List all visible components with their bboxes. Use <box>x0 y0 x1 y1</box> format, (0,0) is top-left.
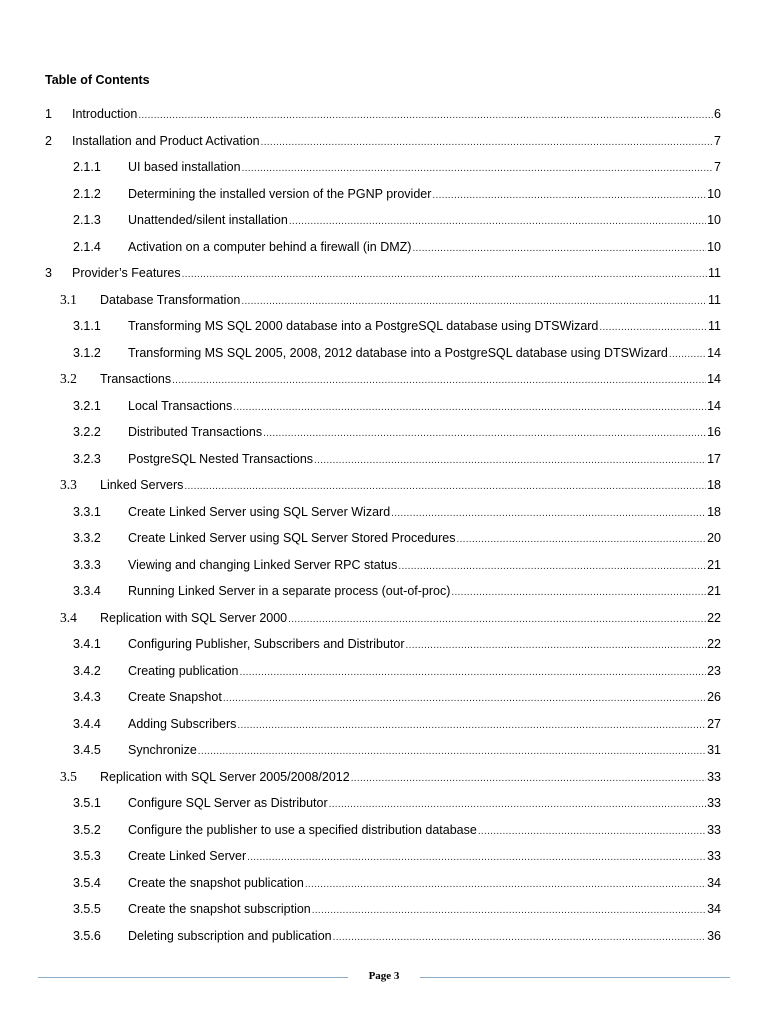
toc-dot-leader <box>263 421 706 448</box>
toc-entry-title[interactable]: Database Transformation <box>100 292 241 307</box>
toc-entry[interactable] <box>0 870 768 897</box>
toc-entry-line <box>128 207 721 236</box>
toc-entry-number: 3.5.2 <box>73 822 101 837</box>
toc-entry-line <box>72 101 721 130</box>
toc-entry-line <box>128 419 721 448</box>
toc-entry[interactable] <box>0 552 768 579</box>
toc-entry-page: 14 <box>707 345 721 360</box>
toc-entry-number: 3.4.3 <box>73 690 101 704</box>
toc-entry-line <box>128 499 721 528</box>
toc-entry-page: 20 <box>707 531 721 545</box>
toc-entry-title[interactable]: Provider’s Features <box>72 266 181 280</box>
toc-entry-line <box>128 578 721 607</box>
toc-dot-leader <box>182 262 707 289</box>
toc-entry-page: 10 <box>707 213 721 227</box>
toc-dot-leader <box>288 607 706 634</box>
toc-entry-page: 33 <box>707 849 721 863</box>
toc-entry-line <box>128 181 721 210</box>
toc-entry-title[interactable]: Transforming MS SQL 2005, 2008, 2012 database into a PostgreSQL database using DTSWizard <box>128 345 668 360</box>
toc-entry-title[interactable]: Unattended/silent installation <box>128 213 288 227</box>
toc-entry[interactable] <box>0 525 768 552</box>
toc-entry-line <box>128 896 721 925</box>
toc-entry-number: 3.2.2 <box>73 425 101 439</box>
toc-entry-line <box>100 605 721 634</box>
toc-entry-title[interactable]: Linked Servers <box>100 478 184 492</box>
toc-entry-page: 6 <box>714 107 721 121</box>
toc-entry-page: 31 <box>707 743 721 757</box>
toc-entry-title[interactable]: Running Linked Server in a separate process (out-of-proc) <box>128 584 451 598</box>
toc-entry-line <box>128 552 721 581</box>
toc-dot-leader <box>406 633 707 660</box>
toc-entry[interactable] <box>0 446 768 473</box>
toc-entry-title[interactable]: Transforming MS SQL 2000 database into a PostgreSQL database using DTSWizard <box>128 319 599 333</box>
toc-entry-title[interactable]: Replication with SQL Server 2000 <box>100 610 288 625</box>
toc-entry[interactable] <box>0 340 768 367</box>
toc-entry-page: 21 <box>707 557 721 572</box>
toc-dot-leader <box>233 395 706 422</box>
toc-entry-line <box>128 711 721 740</box>
toc-entry-number: 3 <box>45 266 52 280</box>
toc-entry-line <box>100 472 721 501</box>
toc-entry-number: 3.1.2 <box>73 345 101 360</box>
toc-entry-number: 2.1.4 <box>73 239 101 254</box>
toc-entry[interactable] <box>0 843 768 870</box>
toc-dot-leader <box>312 898 706 925</box>
toc-entry-line <box>72 128 721 157</box>
toc-dot-leader <box>184 474 706 501</box>
toc-dot-leader <box>412 236 706 263</box>
toc-entry-line <box>100 764 721 793</box>
toc-entry[interactable] <box>0 101 768 128</box>
toc-entry-title[interactable]: Activation on a computer behind a firewall (in DMZ) <box>128 239 412 254</box>
toc-entry-line <box>128 684 721 713</box>
toc-entry-title[interactable]: Distributed Transactions <box>128 425 263 439</box>
toc-entry-page: 22 <box>707 610 721 625</box>
toc-entry-line <box>128 525 721 554</box>
toc-entry[interactable] <box>0 313 768 340</box>
toc-entry-page: 18 <box>707 478 721 492</box>
toc-entry[interactable] <box>0 684 768 711</box>
toc-entry-title[interactable]: UI based installation <box>128 160 241 174</box>
toc-dot-leader <box>333 925 706 952</box>
toc-entry-number: 3.3.1 <box>73 504 101 519</box>
toc-entry[interactable] <box>0 499 768 526</box>
toc-entry-number: 3.5 <box>60 768 77 784</box>
toc-entry[interactable] <box>0 366 768 393</box>
toc-entry[interactable] <box>0 605 768 632</box>
toc-entry[interactable] <box>0 923 768 950</box>
toc-dot-leader <box>305 872 706 899</box>
toc-entry-page: 14 <box>707 372 721 386</box>
toc-entry-line <box>128 923 721 952</box>
toc-dot-leader <box>599 315 707 342</box>
toc-entry-page: 33 <box>707 796 721 810</box>
toc-entry-number: 3.5.4 <box>73 875 101 890</box>
toc-dot-leader <box>241 289 707 316</box>
toc-entry-line <box>128 817 721 846</box>
toc-entry-page: 22 <box>707 637 721 651</box>
toc-entry-title[interactable]: Deleting subscription and publication <box>128 928 332 943</box>
toc-entry[interactable] <box>0 154 768 181</box>
toc-entry-number: 3.4.4 <box>73 716 101 731</box>
toc-entry-title[interactable]: Create Linked Server using SQL Server Wizard <box>128 504 391 519</box>
toc-entry-number: 1 <box>45 107 52 121</box>
toc-dot-leader <box>138 103 713 130</box>
toc-entry-page: 10 <box>707 186 721 201</box>
toc-entry-page: 7 <box>714 160 721 174</box>
toc-entry[interactable] <box>0 737 768 764</box>
toc-entry-title[interactable]: Installation and Product Activation <box>72 133 260 148</box>
toc-dot-leader <box>329 792 706 819</box>
toc-entry-title[interactable]: Introduction <box>72 107 138 121</box>
toc-entry-number: 3.3.3 <box>73 557 101 572</box>
toc-entry-number: 2 <box>45 133 52 148</box>
toc-entry-title[interactable]: Create Linked Server using SQL Server Stored Procedures <box>128 531 456 545</box>
toc-entry-line <box>128 393 721 422</box>
toc-dot-leader <box>456 527 706 554</box>
toc-entry[interactable] <box>0 234 768 261</box>
toc-entry[interactable] <box>0 790 768 817</box>
toc-entry-number: 2.1.1 <box>73 160 101 174</box>
toc-dot-leader <box>223 686 706 713</box>
toc-entry[interactable] <box>0 896 768 923</box>
toc-entry-title[interactable]: Replication with SQL Server 2005/2008/2012 <box>100 769 350 784</box>
toc-entry-line <box>128 154 721 183</box>
toc-entry-number: 3.1 <box>60 291 77 307</box>
toc-entry-number: 3.4.5 <box>73 743 101 757</box>
toc-entry-number: 3.3 <box>60 477 77 492</box>
toc-entry[interactable] <box>0 287 768 314</box>
toc-entry-number: 3.5.5 <box>73 902 101 916</box>
toc-dot-leader <box>351 766 706 793</box>
toc-entry-page: 10 <box>707 239 721 254</box>
toc-entry-number: 3.3.2 <box>73 531 101 545</box>
toc-dot-leader <box>314 448 706 475</box>
toc-entry-page: 26 <box>707 690 721 704</box>
toc-entry[interactable] <box>0 260 768 287</box>
toc-entry-title[interactable]: Create Linked Server <box>128 849 247 863</box>
toc-entry-page: 14 <box>707 398 721 413</box>
toc-dot-leader <box>398 554 706 581</box>
toc-entry-line <box>128 658 721 687</box>
toc-entry-number: 3.2 <box>60 371 77 386</box>
toc-dot-leader <box>242 156 713 183</box>
toc-entry-page: 27 <box>707 716 721 731</box>
toc-entry-page: 17 <box>707 451 721 466</box>
toc-entry[interactable] <box>0 631 768 658</box>
toc-entry-title[interactable]: Configure the publisher to use a specified distribution database <box>128 822 477 837</box>
toc-entry-title[interactable]: Adding Subscribers <box>128 716 237 731</box>
toc-entry-line <box>128 790 721 819</box>
toc-entry-line <box>100 366 721 395</box>
toc-entry-line <box>100 287 721 316</box>
toc-entry-title[interactable]: Create the snapshot publication <box>128 875 304 890</box>
toc-dot-leader <box>198 739 706 766</box>
toc-entry-title[interactable]: Local Transactions <box>128 398 233 413</box>
toc-entry-number: 3.2.1 <box>73 398 101 413</box>
toc-entry-number: 3.1.1 <box>73 319 101 333</box>
toc-entry-number: 3.2.3 <box>73 451 101 466</box>
toc-entry-page: 7 <box>714 133 721 148</box>
toc-entry-line <box>128 870 721 899</box>
toc-entry-page: 11 <box>708 292 721 307</box>
toc-heading: Table of Contents <box>45 73 150 87</box>
toc-entry-number: 3.5.6 <box>73 928 101 943</box>
toc-entry-title[interactable]: Configure SQL Server as Distributor <box>128 796 328 810</box>
toc-entry-title[interactable]: Transactions <box>100 372 172 386</box>
toc-entry-page: 34 <box>707 902 721 916</box>
toc-entry-line <box>128 340 721 369</box>
toc-entry-line <box>128 313 721 342</box>
toc-entry[interactable] <box>0 472 768 499</box>
toc-dot-leader <box>237 713 706 740</box>
toc-entry[interactable] <box>0 128 768 155</box>
toc-entry-number: 3.4.2 <box>73 663 101 678</box>
toc-entry-line <box>128 234 721 263</box>
toc-entry-title[interactable]: Synchronize <box>128 743 197 757</box>
toc-entry[interactable] <box>0 711 768 738</box>
toc-entry-title[interactable]: Configuring Publisher, Subscribers and Distributor <box>128 637 405 651</box>
toc-dot-leader <box>261 130 713 157</box>
toc-entry-title[interactable]: Determining the installed version of the PGNP provider <box>128 186 432 201</box>
toc-dot-leader <box>669 342 706 369</box>
toc-entry[interactable] <box>0 764 768 791</box>
toc-entry-number: 3.5.3 <box>73 849 101 863</box>
toc-entry-line <box>128 446 721 475</box>
toc-entry-page: 11 <box>708 319 721 333</box>
toc-entry-line <box>128 737 721 766</box>
toc-dot-leader <box>240 660 707 687</box>
toc-dot-leader <box>289 209 706 236</box>
toc-entry-number: 2.1.2 <box>73 186 101 201</box>
toc-entry[interactable] <box>0 207 768 234</box>
toc-entry-title[interactable]: Viewing and changing Linked Server RPC status <box>128 557 398 572</box>
toc-entry-title[interactable]: Creating publication <box>128 663 239 678</box>
toc-entry-number: 3.4 <box>60 609 77 625</box>
toc-entry-page: 21 <box>707 584 721 598</box>
toc-entry-title[interactable]: PostgreSQL Nested Transactions <box>128 451 314 466</box>
toc-list <box>0 101 768 949</box>
toc-entry-line <box>128 631 721 660</box>
toc-entry-number: 2.1.3 <box>73 213 101 227</box>
toc-entry[interactable] <box>0 181 768 208</box>
toc-dot-leader <box>451 580 706 607</box>
toc-entry-page: 36 <box>707 928 721 943</box>
toc-entry-title[interactable]: Create Snapshot <box>128 690 222 704</box>
toc-entry-page: 18 <box>707 504 721 519</box>
toc-entry-page: 16 <box>707 425 721 439</box>
toc-entry[interactable] <box>0 658 768 685</box>
toc-dot-leader <box>432 183 706 210</box>
toc-entry-number: 3.4.1 <box>73 637 101 651</box>
toc-entry-title[interactable]: Create the snapshot subscription <box>128 902 311 916</box>
toc-entry-page: 23 <box>707 663 721 678</box>
toc-entry[interactable] <box>0 817 768 844</box>
footer-rule-left <box>38 977 348 978</box>
toc-entry[interactable] <box>0 419 768 446</box>
toc-entry-number: 3.3.4 <box>73 584 101 598</box>
toc-entry-line <box>72 260 721 289</box>
toc-entry-page: 34 <box>707 875 721 890</box>
footer-page-number: Page 3 <box>368 970 400 982</box>
toc-entry-number: 3.5.1 <box>73 796 101 810</box>
toc-dot-leader <box>391 501 706 528</box>
toc-entry[interactable] <box>0 578 768 605</box>
toc-entry-page: 33 <box>707 822 721 837</box>
toc-entry-line <box>128 843 721 872</box>
toc-entry-page: 11 <box>708 266 721 280</box>
toc-dot-leader <box>172 368 706 395</box>
toc-entry[interactable] <box>0 393 768 420</box>
footer-rule-right <box>420 977 730 978</box>
toc-entry-page: 33 <box>707 769 721 784</box>
toc-dot-leader <box>478 819 706 846</box>
toc-dot-leader <box>247 845 706 872</box>
